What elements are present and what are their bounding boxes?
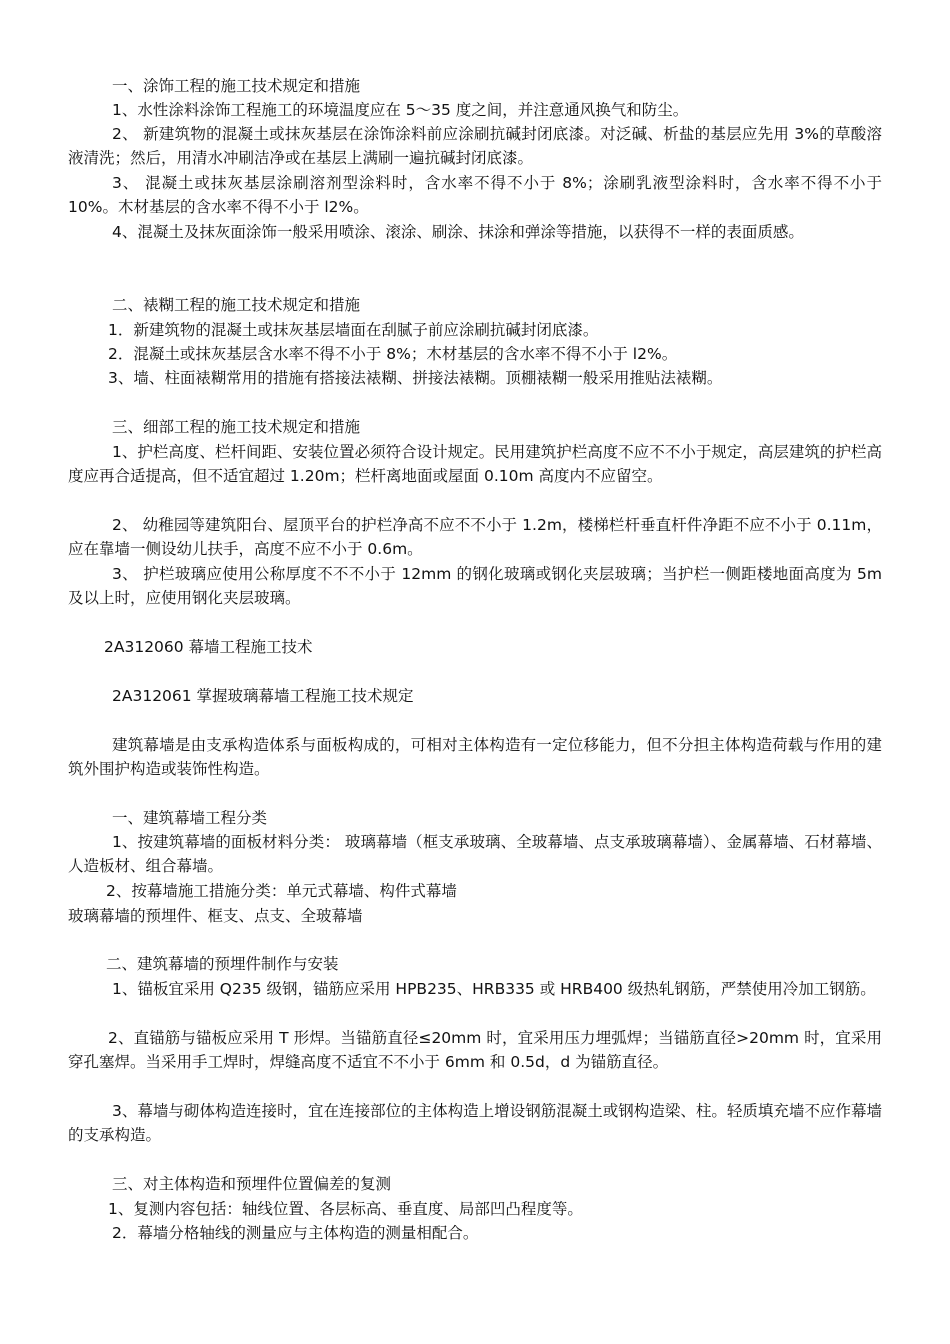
paragraph: 玻璃幕墙的预埋件、框支、点支、全玻幕墙 [68, 907, 363, 925]
section-heading: 二、建筑幕墙的预埋件制作与安装 [106, 955, 339, 973]
paragraph: 1、水性涂料涂饰工程施工的环境温度应在 5～35 度之间，并注意通风换气和防尘。 [112, 101, 689, 119]
paragraph: 1、护栏高度、栏杆间距、安装位置必须符合设计规定。民用建筑护栏高度不应不不小于规定，高层建筑的护栏高度应再合适提高，但不适宜超过 1.20m；栏杆离地面或屋面 0.10m 高度内不应留空。 [68, 443, 882, 486]
intro-paragraph: 建筑幕墙是由支承构造体系与面板构成的，可相对主体构造有一定位移能力，但不分担主体构造荷载与作用的建筑外围护构造或装饰性构造。 [68, 736, 882, 779]
paragraph: 1．新建筑物的混凝土或抹灰基层墙面在刮腻子前应涂刷抗碱封闭底漆。 [108, 321, 599, 339]
paragraph: 3、墙、柱面裱糊常用的措施有搭接法裱糊、拼接法裱糊。顶棚裱糊一般采用推贴法裱糊。 [108, 369, 723, 387]
paragraph: 2、按幕墙施工措施分类：单元式幕墙、构件式幕墙 [106, 882, 457, 900]
section-heading: 三、细部工程的施工技术规定和措施 [112, 418, 361, 436]
chapter-title: 2A312060 幕墙工程施工技术 [104, 638, 313, 656]
section-heading: 二、裱糊工程的施工技术规定和措施 [112, 296, 361, 314]
paragraph: 4、混凝土及抹灰面涂饰一般采用喷涂、滚涂、刷涂、抹涂和弹涂等措施，以获得不一样的表面质感。 [112, 223, 804, 241]
section-heading: 一、建筑幕墙工程分类 [112, 809, 268, 827]
paragraph: 2、 新建筑物的混凝土或抹灰基层在涂饰涂料前应涂刷抗碱封闭底漆。对泛碱、析盐的基层应先用 3%的草酸溶液清洗；然后，用清水冲刷洁净或在基层上满刷一遍抗碱封闭底漆。 [68, 125, 882, 168]
paragraph: 3、 混凝土或抹灰基层涂刷溶剂型涂料时，含水率不得不小于 8%；涂刷乳液型涂料时，含水率不得不小于 10%。木材基层的含水率不得不小于 l2%。 [68, 174, 882, 217]
paragraph: 3、幕墙与砌体构造连接时，宜在连接部位的主体构造上增设钢筋混凝土或钢构造梁、柱。轻质填充墙不应作幕墙的支承构造。 [68, 1102, 882, 1145]
paragraph: 2．幕墙分格轴线的测量应与主体构造的测量相配合。 [112, 1224, 479, 1242]
paragraph: 1、锚板宜采用 Q235 级钢，锚筋应采用 HPB235、HRB335 或 HRB400 级热轧钢筋，严禁使用冷加工钢筋。 [112, 980, 876, 998]
section-heading: 三、对主体构造和预埋件位置偏差的复测 [112, 1175, 392, 1193]
paragraph: 1、复测内容包括：轴线位置、各层标高、垂直度、局部凹凸程度等。 [108, 1200, 583, 1218]
paragraph: 1、按建筑幕墙的面板材料分类： 玻璃幕墙（框支承玻璃、全玻幕墙、点支承玻璃幕墙）、金属幕墙、石材幕墙、人造板材、组合幕墙。 [68, 833, 882, 876]
paragraph: 3、 护栏玻璃应使用公称厚度不不不小于 12mm 的钢化玻璃或钢化夹层玻璃；当护栏一侧距楼地面高度为 5m 及以上时，应使用钢化夹层玻璃。 [68, 565, 882, 608]
paragraph: 2、直锚筋与锚板应采用 T 形焊。当锚筋直径≤20mm 时，宜采用压力埋弧焊；当锚筋直径>20mm 时，宜采用穿孔塞焊。当采用手工焊时，焊缝高度不适宜不不小于 6mm 和 0.5d，d 为锚筋直径。 [68, 1029, 882, 1072]
section-heading: 一、涂饰工程的施工技术规定和措施 [112, 77, 361, 95]
paragraph: 2．混凝土或抹灰基层含水率不得不小于 8%；木材基层的含水率不得不小于 l2%。 [108, 345, 678, 363]
paragraph: 2、 幼稚园等建筑阳台、屋顶平台的护栏净高不应不不小于 1.2m，楼梯栏杆垂直杆件净距不应不小于 0.11m，应在靠墙一侧设幼儿扶手，高度不应不小于 0.6m。 [68, 516, 882, 559]
subchapter-title: 2A312061 掌握玻璃幕墙工程施工技术规定 [112, 687, 414, 705]
